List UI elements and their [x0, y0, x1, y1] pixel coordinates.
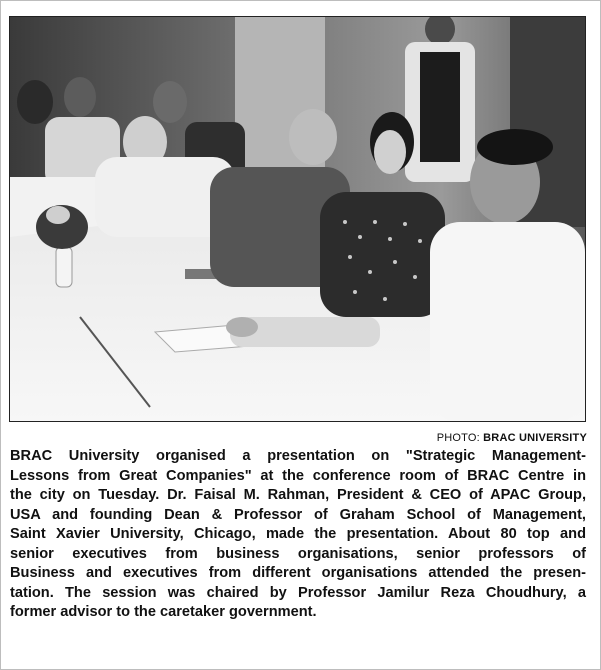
caption-line: BRAC University organised a presentation on "Strategic Management-	[10, 448, 586, 464]
photo-credit-label: PHOTO:	[436, 432, 480, 444]
caption-line: tation. The session was chaired by Professor Jamilur Reza Choudhury, a	[10, 584, 586, 601]
caption-line: the city on Tuesday. Dr. Faisal M. Rahman, President & CEO of APAC Group,	[10, 487, 586, 503]
caption-line: Business and executives from different organisations attended the presen-	[10, 565, 586, 581]
photo-caption	[10, 447, 586, 623]
photo-credit-source: BRAC UNIVERSITY	[483, 432, 587, 444]
news-photo	[9, 16, 586, 422]
caption-line: USA and founding Dean & Professor of Graham School of Management,	[10, 506, 586, 523]
caption-line: senior executives from business organisations, senior professors of	[10, 545, 586, 562]
caption-line: Saint Xavier University, Chicago, made the presentation. About 80 top and	[10, 526, 586, 542]
caption-line: Lessons from Great Companies" at the conference room of BRAC Centre in	[10, 467, 586, 484]
caption-line: former advisor to the caretaker government.	[10, 604, 317, 620]
conference-photo-illustration	[10, 17, 585, 421]
photo-credit	[437, 432, 587, 444]
